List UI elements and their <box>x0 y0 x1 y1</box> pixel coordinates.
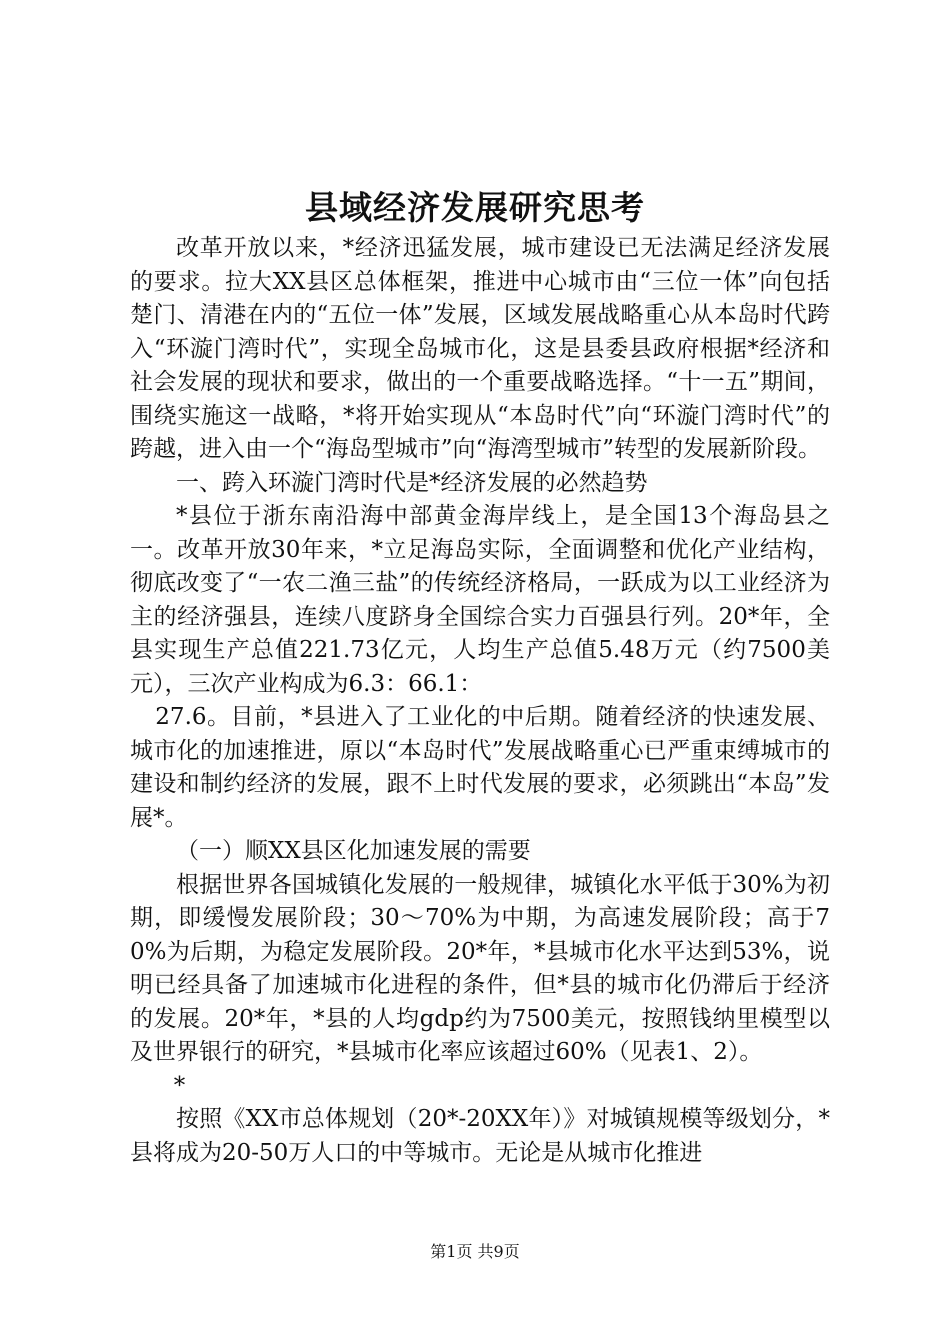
subsection-heading-1: （一）顺XX县区化加速发展的需要 <box>176 838 531 864</box>
paragraph-urbanization: 根据世界各国城镇化发展的一般规律，城镇化水平低于30%为初期，即缓慢发展阶段；30～70%为中期，为高速发展阶段；高于70%为后期，为稳定发展阶段。20*年，*县城市化水平达到53%，说明已经具备了加速城市化进程的条件，但*县的城市化仍滞后于经济的发展。20*年，*县的人均gdp约为7500美元，按照钱纳里模型以及世界银行的研究，*县城市化率应该超过60%（见表1、2）。 <box>130 871 830 1065</box>
page-footer: 第1页 共9页 <box>430 1242 520 1261</box>
document-body <box>130 232 830 1170</box>
paragraph-asterisk: * <box>173 1072 186 1099</box>
document-title: 县域经济发展研究思考 <box>305 188 645 227</box>
paragraph-intro: 改革开放以来，*经济迅猛发展，城市建设已无法满足经济发展的要求。拉大XX县区总体框架，推进中心城市由“三位一体”向包括楚门、清港在内的“五位一体”发展，区域发展战略重心从本岛时代跨入“环漩门湾时代”，实现全岛城市化，这是县委县政府根据*经济和社会发展的现状和要求，做出的一个重要战略选择。“十一五”期间，围绕实施这一战略，*将开始实现从“本岛时代”向“环漩门湾时代”的跨越，进入由一个“海岛型城市”向“海湾型城市”转型的发展新阶段。 <box>130 235 830 462</box>
paragraph-city-plan: 按照《XX市总体规划（20*-20XX年）》对城镇规模等级划分，*县将成为20-50万人口的中等城市。无论是从城市化推进 <box>130 1106 830 1166</box>
paragraph-industrialization: 27.6。目前，*县进入了工业化的中后期。随着经济的快速发展、城市化的加速推进，原以“本岛时代”发展战略重心已严重束缚城市的建设和制约经济的发展，跟不上时代发展的要求，必须跳出“本岛”发展*。 <box>130 704 830 831</box>
paragraph-county-overview: *县位于浙东南沿海中部黄金海岸线上，是全国13个海岛县之一。改革开放30年来，*立足海岛实际，全面调整和优化产业结构，彻底改变了“一农二渔三盐”的传统经济格局，一跃成为以工业经济为主的经济强县，连续八度跻身全国综合实力百强县行列。20*年，全县实现生产总值221.73亿元，人均生产总值5.48万元（约7500美元），三次产业构成为6.3：66.1： <box>130 503 830 697</box>
section-heading-1: 一、跨入环漩门湾时代是*经济发展的必然趋势 <box>176 469 648 496</box>
